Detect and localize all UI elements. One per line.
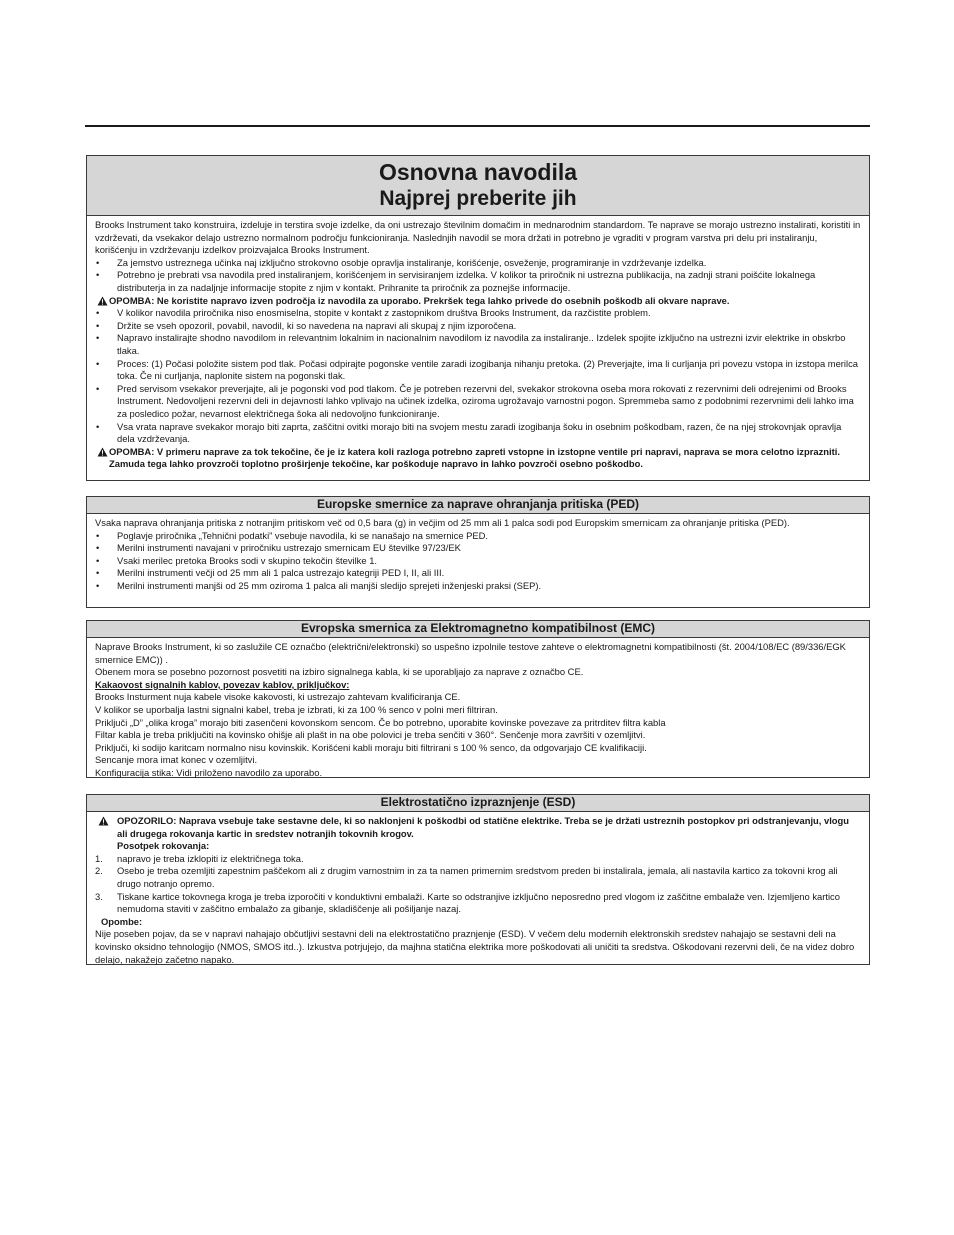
intro-paragraph: Brooks Instrument tako konstruira, izdeluje in terstira svoje izdelke, da oni ustrezajo številnim domačim in mednarodnim standardom. Te naprave se morajo ustrezno instalirati, koristiti in vzdrževati, da vsekakor delajo ustrezno normalnom področju funkcioniranja. Naslednjih navodil se mora držati in potrebno je vgraditi v program varstva pri delu pri instaliranju, korišćenju in vzdrževanju izdelkov proizvajalca Brooks Instrument. [95,219,861,256]
list-item: • Merilni instrumenti navajani v priročniku ustrezajo smernicam EU številke 97/23/EK [95,542,861,555]
step-text: Tiskane kartice tokovnega kroga je treba izporočiti v konduktivni embalaži. Karte so odstranjive izključno neposredno pred vlogom iz zaščitne embalaže ven. Izjemljeno kartico nemudoma staviti v zaščitno embalažo za gibanje, skladiščenje ali pošiljanje nazaj. [117,890,840,915]
notes-title: Opombe: [101,915,143,927]
warning-triangle-icon [97,296,108,306]
emc-line: Priključi, ki sodijo karitcam normalno nisu kovinskik. Korišćeni kabli moraju biti filtrirani s 100 % senco, da odgovarjajo CE kvalifikaciji. [95,741,647,753]
esd-warning-text: OPOZORILO: Naprava vsebuje take sestavne dele, ki so naklonjeni k poškodbi od statične elektrike. Treba se je držati ustreznih postopkov pri odstranjevanju, vlogu ali drugega rokovanja kartic in sredstev notranjih tokovnih krogov. [117,815,849,839]
list-item [95,891,861,916]
procedure-title: Posotpek rokovanja: [117,840,210,852]
ped-box [86,496,870,608]
emc-line: Konfiguracija stika: Vidi priloženo navodilo za uporabo. [95,766,323,778]
procedure-steps [95,853,861,916]
list-item [95,865,861,890]
basic-instructions-header [87,156,869,216]
note-warning-1 [95,295,861,308]
emc-line: Obenem mora se posebno pozornost posvetiti na izbiro signalnega kabla, ki se uporabljajo za naprave z označbo CE. [95,666,584,678]
page-title: Osnovna navodila [378,159,578,185]
warning-triangle-icon [98,816,109,826]
note-text: OPOMBA: Ne koristite napravo izven področja iz navodila za uporabo. Prekršek tega lahko privede do osebnih poškodb ali okvare naprave. [109,294,730,306]
emc-subheading: Kakaovost signalnih kablov, povezav kablov, priključkov: [95,678,350,690]
basic-instructions-body [87,216,869,475]
list-item: • Pred servisom vsekakor preverjajte, ali je pogonski vod pod tlakom. Če je potreben rezervni del, svekakor strokovna oseba mora rokovati z rezervnimi deli odrejenimi od Brooks Instrument. Nedovoljeni rezervni deli in dejavnosti lahko vplivajo na učinek izdelka, oziroma ugrožavajo varnostni pogon. Spremmeba samo z podobnimi rezervnimi deli lahko ima za posledico požar, nevarnost električnega šoka ali nedovoljno funkcioniranje. [95,383,861,421]
list-item: • Za jemstvo ustreznega učinka naj izključno strokovno osobje opravlja instaliranje, korišćenje, osveženje, programiranje in vzdrževanje izdelka. [95,257,861,270]
basic-instructions-box [86,155,870,481]
list-item: • V kolikor navodila priročnika niso enosmiselna, stopite v kontakt z zastopnikom društva Brooks Instrument, da razčistite problem. [95,307,861,320]
list-item: • Poglavje priročnika „Tehnični podatki” vsebuje navodila, ki se nanašajo na smernice PED. [95,530,861,543]
list-item: • Proces: (1) Počasi položite sistem pod tlak. Počasi odpirajte pogonske ventile zaradi izogibanja nihanju pretoka. (2) Preverjajte, ima li curljanja pri povezu vstopa in izstopa merilca toka. Če ni curljanja, naplonite sistem na pogonski tlak. [95,358,861,383]
emc-title: Evropska smernica za Elektromagnetno kompatibilnost (EMC) [87,621,869,638]
list-item: • Napravo instalirajte shodno navodilom in relevantnim lokalnim in nacionalnim navodilom iz navodila za instaliranje.. Izdelek spojite izključno na ustrezni izvir elektrike in obskrbo tlaka. [95,332,861,357]
esd-body [87,812,869,970]
notes-paragraph: Nije poseben pojav, da se v napravi nahajajo občutljivi sestavni deli na elektrostatično praznjenje (ESD). V večem delu modernih elektronskih sredstev nahajajo se sestavni deli na kovinsko oksidno tehnologijo (NMOS, SMOS itd..). Izkustva potrjujejo, da majhna statična elektrika more poškodovati ali uničiti ta sredstva. Oškodovani rezervni deli, če na videz dobro delajo, nakažejo začetno napako. [95,928,855,965]
emc-body [87,638,869,784]
note-text: OPOMBA: V primeru naprave za tok tekočine, če je iz katera koli razloga potrebno zapreti vstopne in izstopne ventile pri napravi, naprava se mora celotno izprazniti. Zamuda tega lahko provzroči toplotno proširjenje tekočine, kar poškoduje napravo in lahko povzroči osebno poškodbo. [109,445,840,470]
emc-line: Priključi „D” „olika kroga” morajo biti zasenčeni kovonskom sencom. Če bo potrebno, uporabite kovinske povezave za pritrditev filtra kabla [95,716,666,728]
list-item: • Merilni instrumenti večji od 25 mm ali 1 palca ustrezajo kategriji PED I, II, ali III. [95,567,861,580]
step-number: 1. [95,852,103,864]
esd-title: Elektrostatično izpraznjenje (ESD) [87,795,869,812]
emc-line: Brooks Insturment nuja kabele visoke kakovosti, ki ustrezajo zahtevam kvalificiranja CE. [95,691,461,703]
bullet-list-b [95,307,861,446]
emc-line: Naprave Brooks Instrument, ki so zaslužile CE označbo (električni/elektronski) so uspešno izpolnile testove zahteve o elektromagnetni kompatibilnosti (št. 2004/108/EC (89/336/EGK smernice EMC)) . [95,641,846,665]
emc-line: Sencanje mora imat konec v ozemljitvi. [95,754,258,766]
list-item: • Držite se vseh opozoril, povabil, navodil, ki so navedena na napravi ali skupaj z njim izporočena. [95,320,861,333]
list-item: • Potrebno je prebrati vsa navodila pred instaliranjem, korišćenjem in servisiranjem izdelka. V kolikor ta priročnik ni ustrezna publikacija, na zadnji strani poišćite lokalnega distributerja in za nadaljnje informacije stopite z njim v kontakt. Prihranite ta priročnik za poznejše informacije. [95,269,861,294]
esd-box [86,794,870,965]
warning-triangle-icon [97,447,108,457]
ped-body [87,514,869,597]
bullet-list-a [95,257,861,295]
top-rule [85,125,870,127]
emc-line: V kolikor se uporbalja lastni signalni kabel, treba je izbrati, ki za 100 % senco v polni meri filtriran. [95,703,498,715]
ped-intro: Vsaka naprava ohranjanja pritiska z notranjim pritiskom več od 0,5 bara (g) in večjim od 25 mm ali 1 palca sodi pod Europskim smernicam za ohranjanje pritiska (PED). [95,517,790,528]
note-warning-2 [95,446,861,471]
list-item: • Vsaki merilec pretoka Brooks sodi v skupino tekočin številke 1. [95,555,861,568]
emc-box [86,620,870,778]
step-number: 2. [95,865,103,877]
step-text: Osebo je treba ozemljiti zapestnim paščekom ali z drugim varnostnim in za ta namen primernim sredstvom preden bi instalirala, jemala, ali nastavila kartico za tokovni krog ali drugo notranjo opremo. [117,865,838,889]
esd-warning [95,815,861,840]
page-subtitle: Najprej preberite jih [379,187,577,210]
ped-title: Europske smernice za naprave ohranjanja pritiska (PED) [87,497,869,514]
list-item: • Merilni instrumenti manjši od 25 mm oziroma 1 palca ali manjši sledijo sprejeti inženjeski praksi (SEP). [95,580,861,593]
ped-bullet-list [95,530,861,593]
emc-line: Filtar kabla je treba priključiti na kovinsko ohišje ali plašt in na obe polovici je treba senčiti v 360°. Senčenje mora završiti v ozemljitvi. [95,729,646,741]
step-number: 3. [95,890,103,902]
list-item [95,853,861,866]
step-text: napravo je treba izklopiti iz električnega toka. [117,852,304,864]
list-item: • Vsa vrata naprave svekakor morajo biti zaprta, zaščitni ovitki morajo biti na svojem mestu zaradi izogibanja šoku in osebnim poškodbam, razen, če na njej strokovnjak opravlja dela vzdrževanja. [95,421,861,446]
